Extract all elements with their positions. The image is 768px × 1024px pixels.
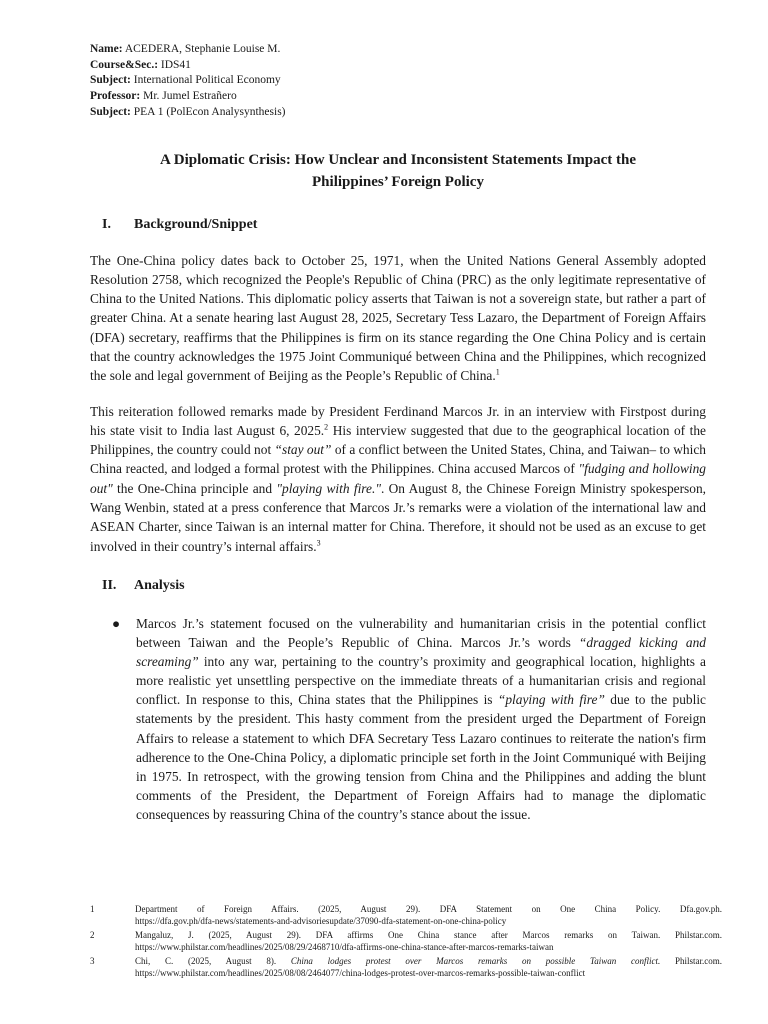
footnote-2: 2 Mangaluz, J. (2025, August 29). DFA affirms One China stance after Marcos remarks on Taiwan. Philstar.com. https://www.philstar.com/headlines/2025/08/29/2468710/dfa-affirms-one-china-stance-after-marcos-remarks-taiwan (90, 930, 722, 952)
bullet-text: Marcos Jr.’s statement focused on the vulnerability and humanitarian crisis in the potential conflict between Taiwan and the People’s Republic of China. Marcos Jr.’s words “dragged kicking and screaming” into any war, pertaining to the country’s proximity and geographical location, highlights a more realistic yet unsettling perspective on the immediate threats of a humanitarian crisis and regional conflict. In response to this, China states that the Philippines is “playing with fire” due to the public statements by the president. This hasty comment from the president urged the Department of Foreign Affairs to release a statement to which DFA Secretary Tess Lazaro continues to reiterate the nation's firm adherence to the One-China Policy, a diplomatic principle set forth in the Joint Communiqué with Beijing in 1975. In retrospect, with the growing tension from China and the Philippines and adding the blunt comments of the President, the Department of Foreign Affairs had to manage the diplomatic consequences by reassuring China of the country’s stance about the issue. (136, 615, 706, 822)
paragraph-background: The One-China policy dates back to October 25, 1971, when the United Nations General Assembly adopted Resolution 2758, which recognized the People's Republic of China (PRC) as the only legitimate representative of China to the United Nations. This diplomatic policy asserts that Taiwan is not a sovereign state, but rather a part of greater China. At a senate hearing last August 28, 2025, Secretary Tess Lazaro, the Department of Foreign Affairs (DFA) secretary, reaffirms that the Philippines is firm on its stance regarding the One China Policy and is certain that the country acknowledges the 1975 Joint Communiqué between China and the Philippines, which recognized the sole and legal government of Beijing as the People’s Republic of China.$^1$ (90, 252, 706, 384)
footnote-link[interactable]: https://www.philstar.com/headlines/2025/08/29/2468710/dfa-affirms-one-china-stance-after-marcos-remarks-taiwan (135, 941, 554, 952)
course-line: Course&Sec.: IDS41 (90, 58, 191, 71)
name-line: Name: ACEDERA, Stephanie Louise M. (90, 43, 281, 55)
subject-line: Subject: International Political Economy (90, 74, 281, 87)
bullet-dot: ● (112, 615, 121, 631)
student-info-block (90, 42, 706, 121)
section-heading-analysis: II. Analysis (102, 577, 185, 593)
document-title: A Diplomatic Crisis: How Unclear and Inconsistent Statements Impact the Philippines’ Foreign Policy (160, 151, 636, 190)
section-heading-background: I. Background/Snippet (102, 216, 258, 232)
footnote-ref-2: 2 (324, 422, 329, 432)
footnote-link[interactable]: https://dfa.gov.ph/dfa-news/statements-and-advisoriesupdate/37090-dfa-statement-on-one-china-policy (135, 915, 507, 926)
footnote-ref-1: 1 (495, 367, 500, 377)
subject-code-line: Subject: PEA 1 (PolEcon Analysynthesis) (90, 105, 286, 118)
footnote-ref-3: 3 (316, 538, 321, 548)
footnote-link[interactable]: https://www.philstar.com/headlines/2025/08/08/2464077/china-lodges-protest-over-marcos-remarks-possible-taiwan-conflict (135, 967, 586, 978)
professor-line: Professor: Mr. Jumel Estrañero (90, 90, 237, 103)
footnotes (90, 904, 722, 982)
analysis-bullet (112, 614, 706, 824)
footnote-3: 3 Chi, C. (2025, August 8). China lodges protest over Marcos remarks on possible Taiwan conflict. Philstar.com. https://www.philstar.com/headlines/2025/08/08/2464077/china-lodges-protest-over-marcos-remarks-possible-taiwan-conflict (90, 956, 723, 978)
footnote-1: 1 Department of Foreign Affairs. (2025, August 29). DFA Statement on One China Policy. Dfa.gov.ph. https://dfa.gov.ph/dfa-news/statements-and-advisoriesupdate/37090-dfa-statement-on-one-china-policy (90, 904, 722, 926)
paragraph-reiteration: This reiteration followed remarks made by President Ferdinand Marcos Jr. in an interview with Firstpost during his state visit to India last August 6, 2025.$^2$ His interview suggested that due to the geographical location of the Philippines, the country could not “stay out” of a conflict between the United States, China, and Taiwan– to which China reacted, and lodged a formal protest with the Philippines. China accused Marcos of "fudging and hollowing out" the One-China principle and "playing with fire.". On August 8, the Chinese Foreign Ministry spokesperson, Wang Wenbin, stated at a press conference that Marcos Jr.’s remarks were a violation of the international law and ASEAN Charter, since Taiwan is an internal matter for China. Therefore, it should not be used as an excuse to get involved in their country’s internal affairs.$^3$ (90, 403, 706, 554)
